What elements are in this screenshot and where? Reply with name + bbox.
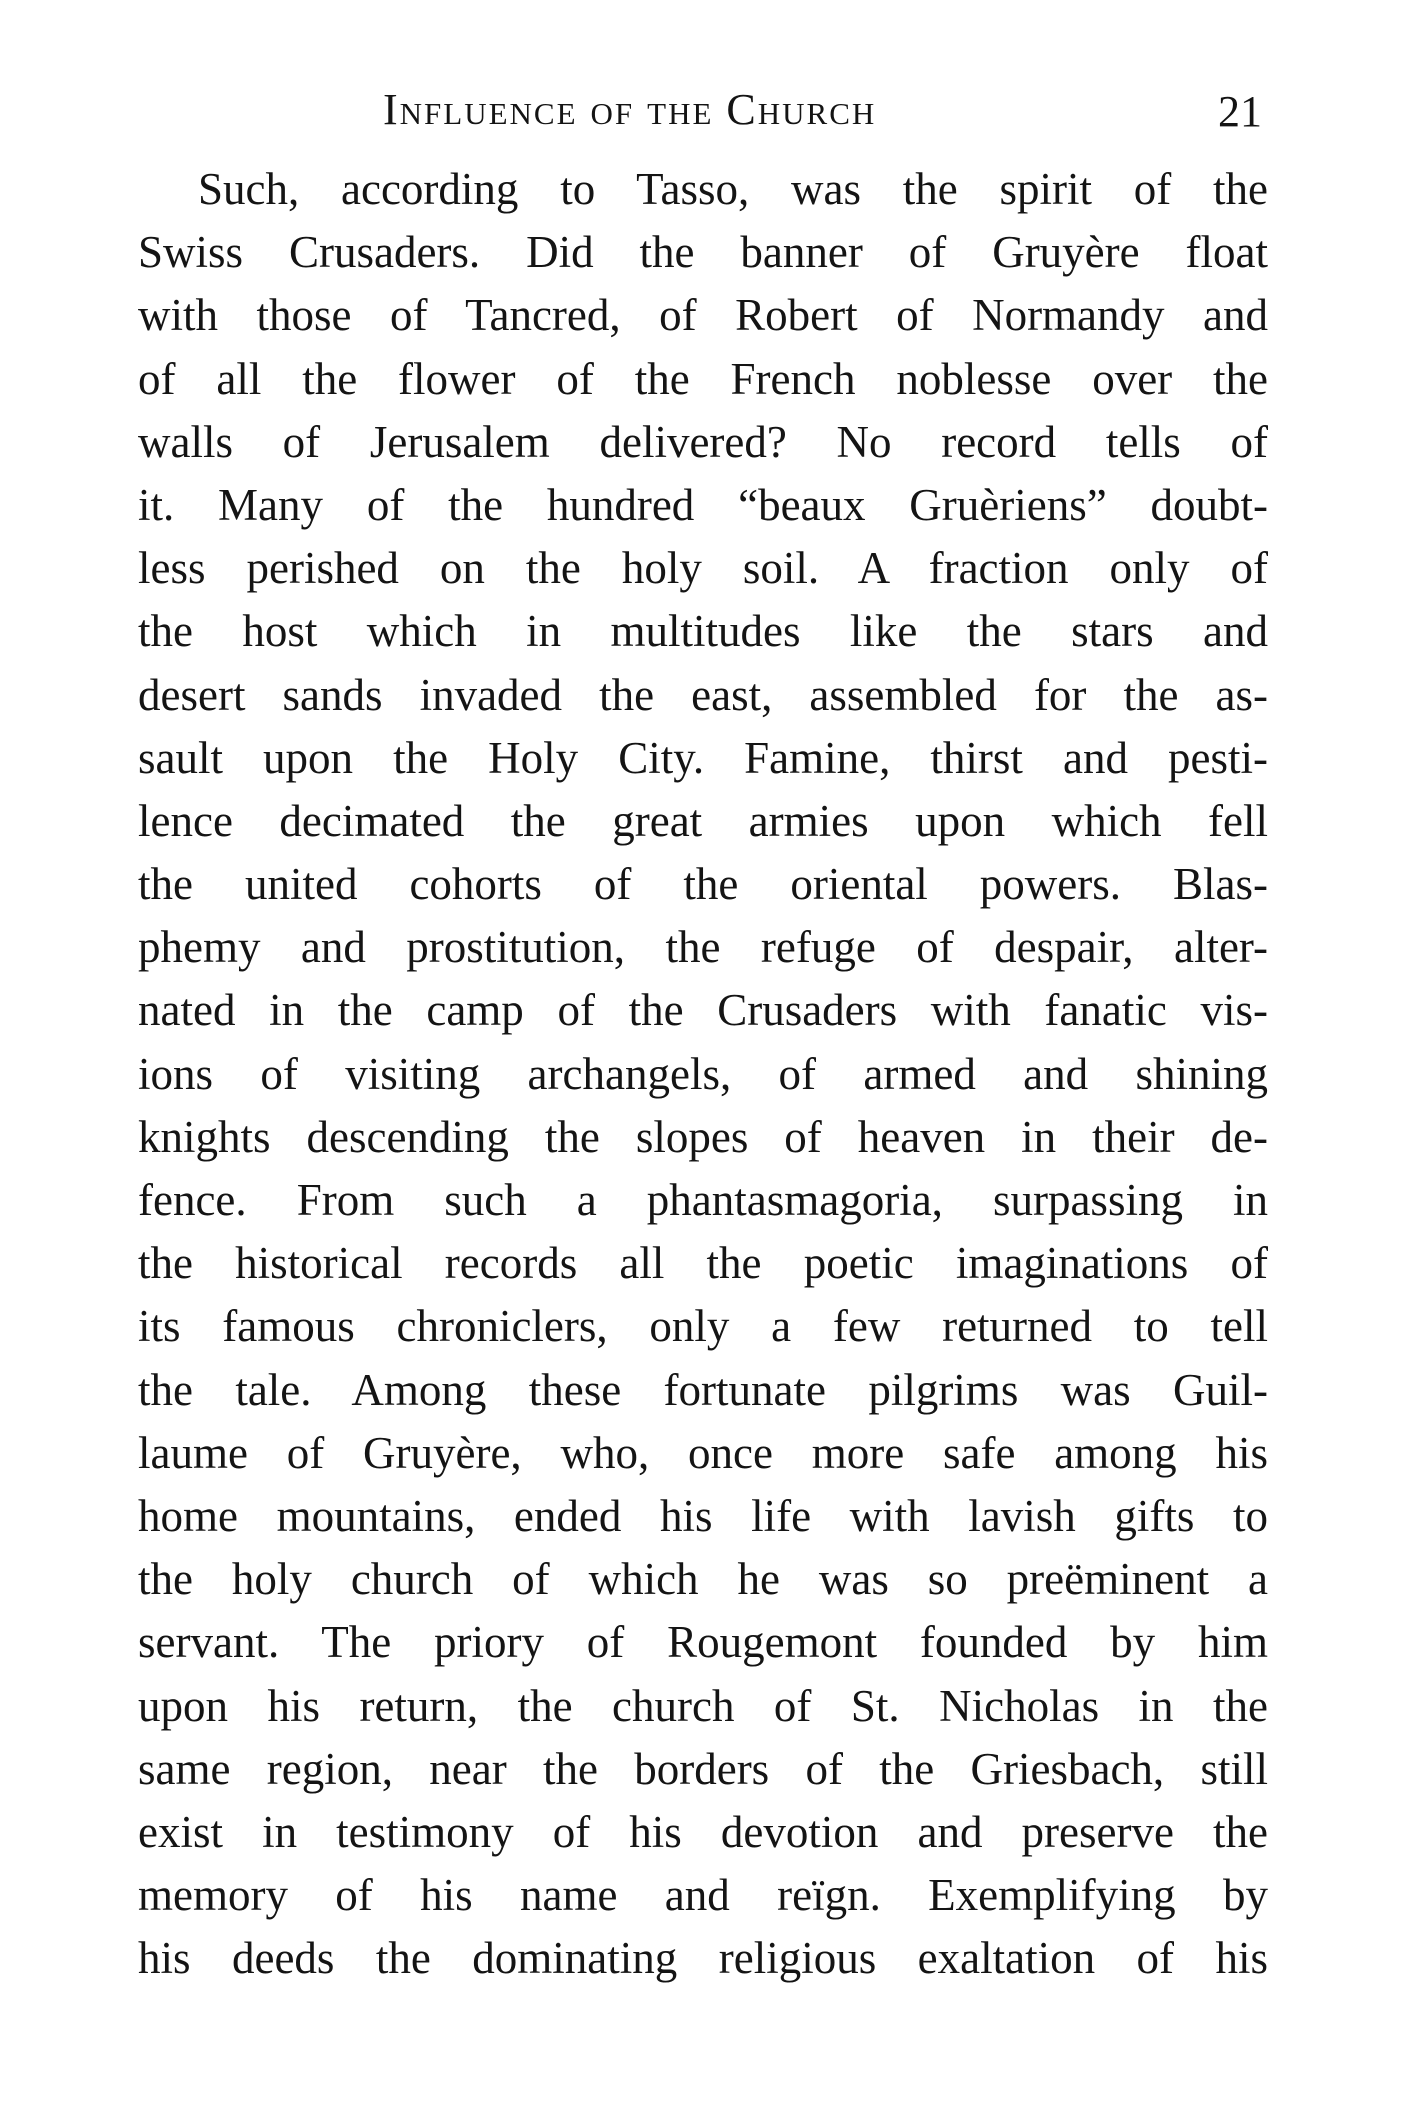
text-line: Swiss Crusaders. Did the banner of Gruyère float [138,227,1268,278]
text-line: lence decimated the great armies upon which fell [138,795,1268,846]
text-line: home mountains, ended his life with lavish gifts to [138,1490,1268,1541]
text-line: the united cohorts of the oriental powers. Blas- [138,859,1268,910]
text-line: knights descending the slopes of heaven in their de- [138,1111,1268,1162]
text-line: memory of his name and reïgn. Exemplifying by [138,1870,1268,1921]
text-line: upon his return, the church of St. Nicholas in the [138,1680,1268,1731]
text-line: servant. The priory of Rougemont founded by him [138,1617,1268,1668]
text-line: Such, according to Tasso, was the spirit of the [198,164,1268,214]
text-line: sault upon the Holy City. Famine, thirst and pesti- [138,732,1268,783]
text-line: less perished on the holy soil. A fraction only of [138,543,1268,594]
text-line: with those of Tancred, of Robert of Normandy and [138,290,1268,341]
text-line: phemy and prostitution, the refuge of despair, alter- [138,922,1268,973]
text-line: ions of visiting archangels, of armed and shining [138,1048,1268,1099]
text-line: the tale. Among these fortunate pilgrims was Guil- [138,1364,1268,1415]
text-line: the historical records all the poetic imaginations of [138,1238,1268,1289]
text-line: nated in the camp of the Crusaders with fanatic vis- [138,985,1268,1036]
text-line: laume of Gruyère, who, once more safe among his [138,1427,1268,1478]
text-line: the host which in multitudes like the stars and [138,606,1268,657]
text-line: it. Many of the hundred “beaux Gruèriens” doubt- [138,479,1268,530]
text-line: the holy church of which he was so preëminent a [138,1554,1268,1605]
page-number: 21 [1218,87,1262,136]
text-line: desert sands invaded the east, assembled for the as- [138,669,1268,720]
text-line: of all the flower of the French noblesse over the [138,353,1268,404]
text-line: walls of Jerusalem delivered? No record tells of [138,416,1268,467]
text-line: his deeds the dominating religious exaltation of his [138,1933,1268,1984]
text-line: fence. From such a phantasmagoria, surpassing in [138,1175,1268,1225]
text-line: its famous chroniclers, only a few returned to tell [138,1301,1268,1352]
running-title: Influence of the Church [383,85,877,134]
text-line: exist in testimony of his devotion and preserve the [138,1806,1268,1857]
running-head [0,80,1412,140]
body-text [138,158,1268,1990]
text-line: same region, near the borders of the Griesbach, still [138,1743,1268,1794]
